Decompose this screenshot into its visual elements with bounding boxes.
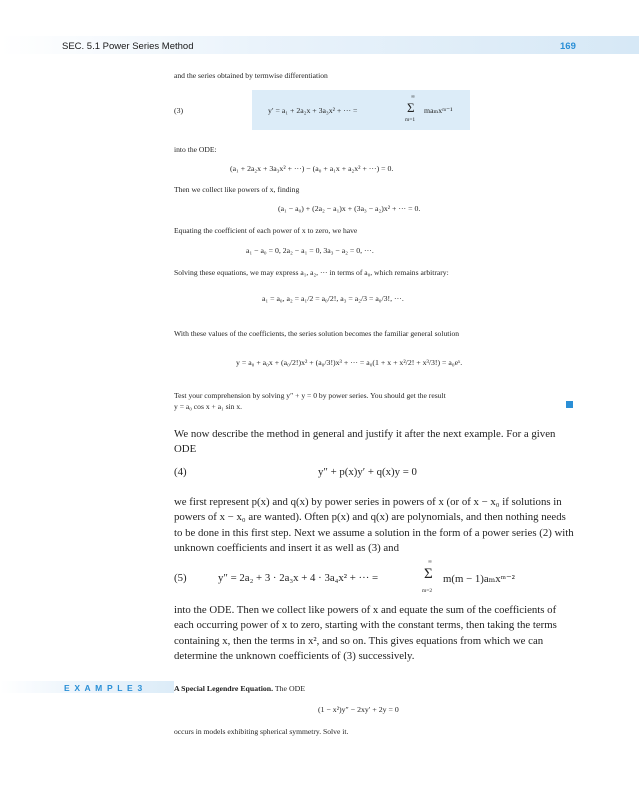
- equating-text: Equating the coefficient of each power of x to zero, we have: [174, 226, 358, 235]
- eq3-sum-bottom: m=1: [405, 117, 416, 123]
- solving-text: Solving these equations, we may express a₁, a₂, ··· in terms of a₀, which remains arbitrary:: [174, 268, 449, 277]
- body-paragraph-2: we first represent p(x) and q(x) by power series in powers of x (or of x − x₀ if solutions in powers of x − x₀ are wanted). Often p(x) and q(x) are polynomials, and then nothing needs to be done in this first step. Next we assume a solution in the form of a power series (2) with unknown coefficients and insert it as well as (3) and: [174, 496, 574, 554]
- test-line-1: Test your comprehension by solving y″ + y = 0 by power series. You should get the result: [174, 391, 446, 400]
- example-title-bold: A Special Legendre Equation.: [174, 684, 274, 693]
- intro-text: and the series obtained by termwise differentiation: [174, 71, 328, 80]
- page-number: 169: [560, 41, 576, 52]
- with-these-text: With these values of the coefficients, the series solution becomes the familiar general solution: [174, 329, 460, 338]
- eq5-lhs: y″ = 2a₂ + 3 · 2a₃x + 4 · 3a₄x² + ··· =: [218, 572, 379, 584]
- example-title-rest: The ODE: [273, 684, 305, 693]
- section-title: SEC. 5.1 Power Series Method: [62, 41, 194, 52]
- example-title: [174, 684, 305, 693]
- eq3-lhs: y′ = a₁ + 2a₂x + 3a₃x² + ··· =: [268, 106, 358, 115]
- eq-general-solution: y = a₀ + a₀x + (a₀/2!)x² + (a₀/3!)x³ + ··· = a₀(1 + x + x²/2! + x³/3!) = a₀eˣ.: [236, 358, 463, 367]
- eq4-label: (4): [174, 466, 187, 478]
- eq5-sum-top: ∞: [428, 559, 432, 565]
- eq5-sum-bottom: m=2: [422, 588, 433, 594]
- into-ode-text: into the ODE:: [174, 145, 217, 154]
- example-note: occurs in models exhibiting spherical symmetry. Solve it.: [174, 727, 349, 736]
- eq3-box: [252, 90, 470, 130]
- sum-symbol: Σ: [407, 100, 415, 115]
- body-paragraph-3: into the ODE. Then we collect like powers of x and equate the sum of the coefficients of each occurring power of x to zero, starting with the constant terms, then taking the terms containing x, then the terms in x², and so on. This gives equations from which we can determine the unknown coefficients of (3) successively.: [174, 604, 557, 662]
- sum-symbol-2: Σ: [424, 566, 433, 582]
- eq3-sum-top: ∞: [411, 94, 415, 100]
- eq-collect: (a₁ − a₀) + (2a₂ − a₁)x + (3a₃ − a₂)x² + ··· = 0.: [278, 204, 421, 213]
- eq5-rhs: m(m − 1)aₘxᵐ⁻²: [443, 573, 515, 585]
- eq5-label: (5): [174, 572, 187, 584]
- eq-coefficients: a₁ − a₀ = 0, 2a₂ − a₁ = 0, 3a₃ − a₂ = 0, ···.: [246, 246, 374, 255]
- example-label: E X A M P L E 3: [64, 683, 144, 693]
- collect-text: Then we collect like powers of x, finding: [174, 185, 300, 194]
- eq3-label: (3): [174, 106, 184, 115]
- end-of-example-square-icon: [566, 401, 573, 408]
- eq-express: a₁ = a₀, a₂ = a₁/2 = a₀/2!, a₃ = a₂/3 = a₀/3!, ···.: [262, 294, 404, 303]
- eq-ode-substituted: (a₁ + 2a₂x + 3a₃x² + ···) − (a₀ + a₁x + a₂x² + ···) = 0.: [230, 164, 394, 173]
- body-paragraph-1: We now describe the method in general and justify it after the next example. For a given ODE: [174, 428, 556, 456]
- example-equation: (1 − x²)y″ − 2xy′ + 2y = 0: [318, 705, 399, 714]
- test-line-2: y = a₀ cos x + a₁ sin x.: [174, 402, 243, 411]
- eq3-rhs: maₘxᵐ⁻¹: [424, 106, 453, 115]
- eq4-equation: y″ + p(x)y′ + q(x)y = 0: [318, 466, 417, 478]
